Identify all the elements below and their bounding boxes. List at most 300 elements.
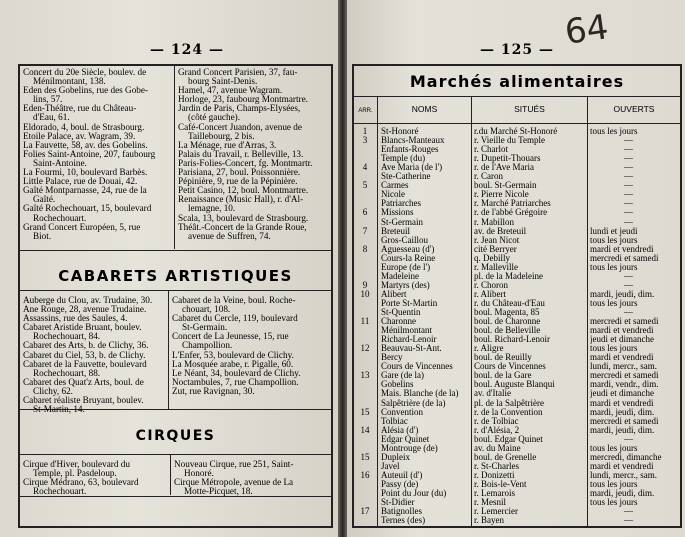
row-location: boul. de Charonne: [474, 317, 541, 327]
row-location: av. de Breteuil: [474, 226, 527, 236]
listing-line: L'Enfer, 53, boulevard de Clichy.: [172, 349, 294, 360]
market-row: [354, 326, 680, 335]
markets-title: Marchés alimentaires: [409, 72, 625, 91]
row-opening-days: mercredi et samedi: [590, 416, 659, 426]
listing-line: La Mosquée arabe, r. Pigalle, 60.: [172, 358, 294, 369]
listing-line: Grand Concert Européen, 5, rue: [23, 221, 141, 232]
row-arrondissement: 15: [360, 407, 370, 417]
row-location: av. d'Italie: [474, 389, 512, 399]
listing-continuation: Gaîté.: [33, 194, 56, 205]
right-page-number: — 125 —: [480, 42, 554, 58]
listing-continuation: Rochechouart.: [33, 486, 87, 497]
theatres-right-column: [178, 68, 331, 241]
listing-line: Scala, 13, boulevard de Strasbourg.: [178, 212, 309, 223]
row-market-name: St-Honoré: [381, 127, 419, 136]
row-arrondissement: 13: [360, 371, 370, 381]
rule-cirques-top: [20, 454, 331, 455]
row-location: pl. de la Salpêtrière: [474, 398, 544, 408]
market-row: [354, 453, 680, 462]
listing-entry: [23, 323, 167, 341]
listing-continuation: lemagne, 10.: [188, 203, 236, 214]
market-row: [354, 190, 680, 199]
row-location: av. du Maine: [474, 443, 521, 453]
listing-line: Le Néant, 34, boulevard de Clichy.: [172, 367, 301, 378]
market-row: [354, 208, 680, 217]
row-market-name: Mais. Blanche (de la): [381, 389, 459, 399]
listing-line: Palais du Travail, r. Belleville, 13.: [178, 148, 304, 159]
row-market-name: Porte St-Martin: [381, 298, 438, 308]
listing-entry: [172, 387, 331, 396]
market-row: [354, 272, 680, 281]
listing-line: Auberge du Clou, av. Trudaine, 30.: [23, 295, 153, 305]
listing-line: Théât.-Concert de la Grande Roue,: [178, 221, 307, 232]
market-row: [354, 236, 680, 245]
row-opening-days: —: [624, 172, 633, 182]
row-market-name: St-Germain: [381, 217, 423, 227]
row-location: r.du Marché St-Honoré: [474, 127, 558, 136]
row-opening-days: mardi, jeudi, dim.: [590, 289, 655, 299]
row-market-name: Martyrs (des): [381, 280, 430, 290]
row-location: boul. Edgar Quinet: [474, 434, 543, 444]
row-market-name: Dupleix: [381, 452, 410, 462]
row-opening-days: —: [624, 434, 633, 444]
listing-line: Petit Casino, 12, boul. Montmartre.: [178, 185, 309, 196]
listing-entry: [172, 314, 331, 332]
row-opening-days: mardi et vendredi: [590, 326, 654, 336]
rule-header-bottom: [354, 123, 680, 124]
row-opening-days: mercredi et samedi: [590, 371, 659, 381]
row-market-name: Cours de Vincennes: [381, 362, 453, 372]
row-arrondissement: 7: [362, 226, 368, 236]
row-opening-days: mardi, jeudi, dim.: [590, 489, 655, 498]
market-row: [354, 254, 680, 263]
row-market-name: Nicole: [381, 190, 405, 200]
market-row: [354, 154, 680, 163]
row-location: r. de la Convention: [474, 407, 543, 417]
row-opening-days: —: [624, 163, 633, 173]
row-arrondissement: 8: [362, 244, 368, 254]
market-row: [354, 380, 680, 389]
listing-entry: [174, 478, 331, 496]
row-market-name: Passy (de): [381, 479, 419, 489]
row-opening-days: mercredi et samedi: [590, 253, 659, 263]
listing-continuation: bourg Saint-Denis.: [188, 76, 258, 87]
row-arrondissement: 9: [362, 280, 368, 290]
market-row: [354, 507, 680, 516]
row-location: r. Donizetti: [474, 470, 515, 480]
row-location: r. Choron: [474, 280, 509, 290]
col-header-ouverts: OUVERTS: [613, 104, 655, 114]
row-location: r. de l'Ave Maria: [474, 163, 534, 173]
row-opening-days: mardi, jeudi, dim.: [590, 407, 655, 417]
row-opening-days: lundi, mercr., sam.: [590, 362, 657, 372]
row-market-name: Gare (de la): [381, 371, 424, 381]
row-opening-days: mardi et vendredi: [590, 461, 654, 471]
listing-continuation: Clichy, 62.: [33, 385, 73, 396]
book-gutter: [338, 0, 347, 537]
row-market-name: Cours-la Reine: [381, 253, 436, 263]
listing-continuation: Champollion.: [182, 340, 233, 351]
rule-cabarets-top: [20, 290, 331, 291]
listing-line: Gaîté Montparnasse, 24, rue de la: [23, 185, 147, 196]
row-location: r. Caron: [474, 172, 503, 182]
listing-entry: [178, 123, 331, 141]
listing-continuation: Rochechouart, 88.: [33, 367, 101, 378]
market-row: [354, 489, 680, 498]
row-opening-days: —: [624, 181, 633, 191]
market-row: [354, 362, 680, 371]
row-market-name: Carmes: [381, 181, 409, 191]
listing-line: Cabaret de la Fauvette, boulevard: [23, 358, 147, 369]
row-market-name: Javel: [381, 461, 400, 471]
col-header-noms: NOMS: [411, 104, 438, 114]
market-row: [354, 163, 680, 172]
row-location: r. Marché Patriarches: [474, 199, 551, 209]
row-opening-days: tous les jours: [590, 127, 638, 136]
listing-line: Gaîté Rochechouart, 15, boulevard: [23, 203, 152, 214]
market-row: [354, 471, 680, 480]
row-market-name: Madeleine: [381, 271, 419, 281]
row-location: r. Mesnil: [474, 498, 507, 508]
listing-continuation: lins, 57.: [33, 94, 63, 105]
row-market-name: Temple (du): [381, 154, 426, 164]
row-opening-days: —: [624, 190, 633, 200]
row-location: r. Vieille du Temple: [474, 136, 545, 146]
rule-theatres-bottom: [20, 250, 331, 251]
row-opening-days: —: [624, 217, 633, 227]
row-location: r. Alibert: [474, 289, 506, 299]
divider-theatres: [174, 66, 175, 249]
row-location: r. Pierre Nicole: [474, 190, 529, 200]
row-arrondissement: 3: [362, 136, 368, 146]
row-market-name: Edgar Quinet: [381, 434, 430, 444]
listing-entry: [172, 296, 331, 314]
row-location: r. Bois-le-Vent: [474, 479, 527, 489]
row-location: r. de l'abbé Grégoire: [474, 208, 548, 218]
listing-line: Etoile Palace, av. Wagram, 39.: [23, 130, 136, 141]
listing-entry: [23, 478, 169, 496]
row-location: boul. de Reuilly: [474, 353, 532, 363]
listing-continuation: Temple, pl. Pasdeloup.: [33, 468, 117, 479]
cabarets-right-column: [172, 296, 331, 396]
listing-line: Cirque d'Hiver, boulevard du: [23, 459, 130, 469]
listing-line: Horloge, 23, faubourg Montmartre.: [178, 94, 308, 105]
listing-line: Cabaret réaliste Bruyant, boulev.: [23, 395, 144, 406]
row-market-name: Convention: [381, 407, 423, 417]
row-opening-days: tous les jours: [590, 235, 638, 245]
listing-continuation: d'Eau, 61.: [33, 112, 70, 123]
row-market-name: Blancs-Manteaux: [381, 136, 445, 146]
market-row: [354, 371, 680, 380]
cirques-heading: CIRQUES: [135, 428, 216, 444]
listing-line: Zut, rue Ravignan, 30.: [172, 385, 255, 396]
row-opening-days: —: [624, 199, 633, 209]
market-row: [354, 498, 680, 507]
listing-continuation: St-Germain.: [182, 322, 228, 333]
market-row: [354, 480, 680, 489]
listing-line: Hamel, 47, avenue Wagram.: [178, 85, 283, 96]
row-market-name: Beauvau-St-Ant.: [381, 344, 442, 354]
row-market-name: Tolbiac: [381, 416, 408, 426]
market-row: [354, 145, 680, 154]
listing-entry: [23, 460, 169, 478]
market-row: [354, 308, 680, 317]
row-opening-days: tous les jours: [590, 298, 638, 308]
market-row: [354, 335, 680, 344]
row-market-name: St-Quentin: [381, 308, 421, 317]
listing-line: Cabaret de la Veine, boul. Roche-: [172, 295, 296, 305]
col-header-situes: SITUÉS: [514, 104, 545, 114]
row-location: Cours de Vincennes: [474, 362, 546, 372]
listing-line: Noctambules, 7, rue Champollion.: [172, 376, 299, 387]
listing-entry: [23, 86, 173, 104]
row-opening-days: lundi et jeudi: [590, 226, 638, 236]
row-location: r. St-Charles: [474, 461, 519, 471]
row-location: r. d'Alésia, 2: [474, 425, 520, 435]
listing-line: Cirque Métropole, avenue de La: [174, 477, 294, 488]
listing-continuation: (côté gauche).: [188, 112, 241, 123]
row-market-name: Montrouge (de): [381, 443, 438, 453]
listing-entry: [23, 150, 173, 168]
row-arrondissement: 6: [362, 208, 368, 218]
row-opening-days: —: [624, 208, 633, 218]
row-opening-days: mercredi et samedi: [590, 317, 659, 327]
row-market-name: Patriarches: [381, 199, 421, 209]
row-opening-days: tous les jours: [590, 344, 638, 354]
listing-entry: [23, 68, 173, 86]
row-market-name: Charonne: [381, 317, 416, 327]
row-location: r. Bayen: [474, 516, 504, 526]
row-market-name: Salpêtrière (de la): [381, 398, 446, 408]
listing-line: La Fourmi, 10, boulevard Barbès.: [23, 167, 148, 178]
listing-line: Folies Saint-Antoine, 207, faubourg: [23, 148, 156, 159]
row-market-name: Gobelins: [381, 380, 414, 390]
listing-continuation: avenue de Suffren, 74.: [188, 230, 271, 241]
market-row: [354, 408, 680, 417]
row-market-name: Bercy: [381, 353, 403, 363]
cirques-left-column: [23, 460, 169, 496]
listing-entry: [23, 104, 173, 122]
row-opening-days: jeudi et dimanche: [590, 389, 654, 399]
market-row: [354, 426, 680, 435]
market-row: [354, 435, 680, 444]
market-row: [354, 389, 680, 398]
listing-line: Cirque Médrano, 63, boulevard: [23, 477, 139, 488]
market-row: [354, 290, 680, 299]
row-market-name: Richard-Lenoir: [381, 335, 437, 345]
row-market-name: Ternes (des): [381, 516, 426, 526]
listing-entry: [23, 204, 173, 222]
row-location: r. Malleville: [474, 262, 518, 272]
handwritten-page-number: 64: [562, 7, 611, 53]
row-location: boul. Magenta, 85: [474, 308, 540, 317]
row-location: boul. de Grenelle: [474, 452, 537, 462]
market-row: [354, 199, 680, 208]
listing-line: Paris-Folies-Concert, fg. Montmartr.: [178, 157, 313, 168]
row-opening-days: jeudi et dimanche: [590, 335, 654, 345]
listing-line: Jardin de Paris, Champs-Elysées,: [178, 103, 301, 114]
cabarets-left-column: [23, 296, 167, 414]
row-arrondissement: 5: [362, 181, 368, 191]
market-row: [354, 127, 680, 136]
cirques-right-column: [174, 460, 331, 496]
listing-continuation: Ménilmontant, 138.: [33, 76, 106, 87]
row-market-name: Missions: [381, 208, 414, 218]
row-opening-days: —: [624, 271, 633, 281]
row-arrondissement: 14: [360, 425, 370, 435]
row-opening-days: tous les jours: [590, 262, 638, 272]
listing-continuation: Honoré.: [184, 468, 214, 479]
listing-entry: [174, 460, 331, 478]
row-market-name: Enfants-Rouges: [381, 145, 439, 155]
row-opening-days: —: [624, 136, 633, 146]
market-row: [354, 317, 680, 326]
row-market-name: Breteuil: [381, 226, 410, 236]
row-arrondissement: 4: [362, 163, 368, 173]
row-location: pl. de la Madeleine: [474, 271, 543, 281]
row-location: r. du Château-d'Eau: [474, 298, 545, 308]
theatres-left-column: [23, 68, 173, 241]
market-row: [354, 444, 680, 453]
divider-cirques: [170, 455, 171, 495]
listing-line: Ane Rouge, 28, avenue Trudaine.: [23, 304, 147, 315]
row-arrondissement: 16: [360, 470, 370, 480]
market-row: [354, 136, 680, 145]
listing-line: Renaissance (Music Hall), r. d'Al-: [178, 194, 304, 205]
market-row: [354, 299, 680, 308]
market-row: [354, 417, 680, 426]
row-opening-days: mardi et vendredi: [590, 398, 654, 408]
market-row: [354, 516, 680, 525]
row-arrondissement: 10: [360, 289, 370, 299]
row-location: r. Aligre: [474, 344, 504, 354]
listing-line: Eden des Gobelins, rue des Gobe-: [23, 85, 149, 96]
row-market-name: Ste-Catherine: [381, 172, 431, 182]
market-row: [354, 353, 680, 362]
row-opening-days: —: [624, 507, 633, 517]
row-market-name: Aguesseau (d'): [381, 244, 435, 254]
row-market-name: Alésia (d'): [381, 425, 419, 435]
row-opening-days: —: [624, 308, 633, 317]
market-row: [354, 227, 680, 236]
market-row: [354, 263, 680, 272]
listing-line: Eden-Théâtre, rue du Château-: [23, 103, 137, 114]
row-opening-days: lundi, mercr., sam.: [590, 470, 657, 480]
listing-line: Pépinière, 9, rue de la Pépinière.: [178, 176, 298, 187]
listing-entry: [172, 332, 331, 350]
listing-entry: [23, 378, 167, 396]
listing-line: Assassins, rue des Saules, 4.: [23, 313, 128, 324]
listing-line: Concert de La Jeunesse, 15, rue: [172, 331, 289, 342]
listing-continuation: Saint-Antoine.: [33, 157, 87, 168]
row-location: r. Charlot: [474, 145, 508, 155]
market-row: [354, 462, 680, 471]
row-opening-days: —: [624, 516, 633, 526]
listing-entry: [178, 195, 331, 213]
row-location: boul. de la Gare: [474, 371, 532, 381]
listing-continuation: Taillebourg, 2 bis.: [188, 130, 255, 141]
market-row: [354, 281, 680, 290]
listing-entry: [178, 223, 331, 241]
listing-continuation: chouart, 108.: [182, 304, 231, 315]
listing-continuation: Rochechouart.: [33, 212, 87, 223]
row-market-name: Ave Maria (de l'): [381, 163, 443, 173]
listing-continuation: Rochechouart, 84.: [33, 331, 101, 342]
listing-continuation: St-Martin, 14.: [33, 404, 85, 415]
row-opening-days: mardi, jeudi, dim.: [590, 425, 655, 435]
listing-line: Cabaret des Arts, b. de Clichy, 36.: [23, 340, 149, 351]
listing-line: Concert du 20e Siècle, boulev. de: [23, 67, 147, 77]
market-row: [354, 181, 680, 190]
row-location: cité Berryer: [474, 244, 517, 254]
row-opening-days: mardi, vendr., dim.: [590, 380, 659, 390]
row-location: boul. St-Germain: [474, 181, 537, 191]
row-opening-days: —: [624, 145, 633, 155]
market-row: [354, 344, 680, 353]
listing-entry: [23, 223, 173, 241]
row-arrondissement: 15: [360, 452, 370, 462]
market-row: [354, 399, 680, 408]
listing-entry: [178, 68, 331, 86]
row-arrondissement: 1: [362, 127, 368, 136]
listing-line: La Fauvette, 58, av. des Gobelins.: [23, 139, 148, 150]
listing-entry: [23, 186, 173, 204]
market-row: [354, 218, 680, 227]
row-location: r. Lemercier: [474, 507, 518, 517]
row-location: q. Debilly: [474, 253, 510, 263]
listing-entry: [178, 104, 331, 122]
row-opening-days: mardi et vendredi: [590, 244, 654, 254]
listing-line: La Ménage, rue d'Arras, 3.: [178, 139, 277, 150]
row-market-name: Alibert: [381, 289, 407, 299]
row-opening-days: mardi et vendredi: [590, 353, 654, 363]
listing-line: Grand Concert Parisien, 37, fau-: [178, 67, 298, 77]
listing-line: Little Palace, rue de Douai, 42.: [23, 176, 138, 187]
listing-continuation: Biot.: [33, 230, 52, 241]
row-opening-days: tous les jours: [590, 498, 638, 508]
row-location: r. Mabillon: [474, 217, 514, 227]
row-opening-days: tous les jours: [590, 443, 638, 453]
row-location: r. Jean Nicot: [474, 235, 520, 245]
row-opening-days: —: [624, 280, 633, 290]
row-market-name: Auteuil (d'): [381, 470, 423, 480]
row-market-name: Point du Jour (du): [381, 489, 447, 498]
market-row: [354, 172, 680, 181]
row-market-name: Ménilmontant: [381, 326, 432, 336]
divider-cabarets: [168, 291, 169, 409]
row-location: boul. Auguste Blanqui: [474, 380, 555, 390]
row-market-name: Europe (de l'): [381, 262, 431, 272]
listing-line: Cabaret Aristide Bruant, boulev.: [23, 322, 142, 333]
listing-line: Eldorado, 4, boul. de Strasbourg.: [23, 121, 145, 132]
row-market-name: Batignolles: [381, 507, 422, 517]
row-arrondissement: 11: [360, 317, 370, 327]
row-arrondissement: 12: [360, 344, 370, 354]
row-arrondissement: 17: [360, 507, 370, 517]
listing-line: Cabaret des Quat'z Arts, boul. de: [23, 376, 144, 387]
listing-line: Café-Concert Juandon, avenue de: [178, 121, 302, 132]
row-opening-days: tous les jours: [590, 479, 638, 489]
listing-line: Cabaret du Ciel, 53, b. de Clichy.: [23, 349, 146, 360]
row-location: boul. Richard-Lenoir: [474, 335, 550, 345]
row-location: r. Lemarois: [474, 489, 515, 498]
rule-header-top: [354, 96, 680, 97]
listing-entry: [23, 360, 167, 378]
row-opening-days: —: [624, 154, 633, 164]
col-header-arr: ARR.: [358, 108, 373, 114]
listing-line: Parisiana, 27, boul. Poissonnière.: [178, 167, 301, 178]
row-location: r. Dupetit-Thouars: [474, 154, 541, 164]
